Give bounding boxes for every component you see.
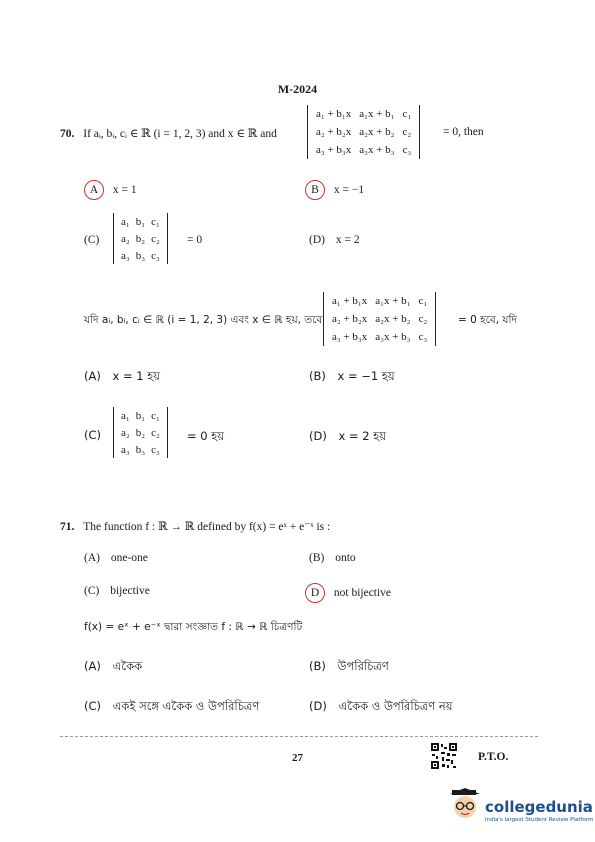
q71-bn-option-a-text: একৈক [112, 659, 143, 673]
det-c-bn-row [118, 407, 163, 424]
det-main-bn-cell: c₃ [418, 331, 428, 343]
det-c-en-cell: a₂ [121, 232, 130, 245]
answer-circle-a: A [84, 180, 104, 200]
det-c-en-cell: c₂ [151, 232, 160, 245]
pto-label: P.T.O. [478, 751, 509, 763]
det-main-bn-cell: c₁ [418, 295, 428, 307]
q71-bn-option-b-label: (B) [309, 659, 326, 673]
q71-option-a-text: one-one [110, 552, 148, 564]
q71-option-b-label: (B) [309, 552, 325, 564]
q70-bn-option-d[interactable] [309, 428, 386, 447]
det-c-en-cell: c₁ [151, 215, 160, 228]
det-main-en-row [312, 141, 415, 159]
q70-bn-option-b[interactable] [309, 368, 395, 387]
qr-code-icon [430, 742, 458, 770]
det-main-bn-row [328, 328, 431, 346]
q70-bn-option-b-text: x = −1 হয় [337, 369, 395, 383]
q70-bn-option-d-label: (D) [309, 429, 327, 443]
det-main-en-row [312, 105, 415, 123]
q70-option-d-text: x = 2 [335, 234, 360, 246]
brand-name: collegedunia [485, 798, 593, 816]
det-main-bn-cell: a₁x + b₁ [375, 295, 411, 307]
q71-bn-option-d[interactable] [309, 698, 453, 717]
q70-bn-option-c-label: (C) [84, 428, 102, 442]
q70-determinant-en [307, 105, 420, 159]
q70-stem-en-tail: = 0, then [443, 126, 484, 138]
answer-circle-b: B [305, 180, 325, 200]
footer-divider [60, 736, 538, 737]
det-main-bn-cell: a₂ + b₂x [332, 313, 368, 325]
q71-bn-option-d-label: (D) [309, 699, 327, 713]
det-main-en-cell: c₁ [402, 108, 412, 120]
det-c-bn-cell: a₂ [121, 426, 130, 439]
det-main-en-cell: c₂ [402, 126, 412, 138]
q70-stem-bn-tail: = 0 হবে, যদি [458, 314, 517, 326]
q71-option-a-label: (A) [84, 552, 100, 564]
det-main-bn-cell: a₃x + b₃ [375, 331, 411, 343]
det-main-bn-cell: c₂ [418, 313, 428, 325]
q71-bn-option-a[interactable] [84, 658, 142, 677]
q70-option-c-tail: = 0 [187, 234, 203, 246]
q70-bn-option-a[interactable] [84, 368, 160, 387]
det-c-bn-cell: c₂ [151, 426, 160, 439]
q71-bn-option-c[interactable] [84, 698, 259, 717]
det-c-en-cell: c₃ [151, 249, 160, 262]
q71-stem-bn: f(x) = eˣ + e⁻ˣ দ্বারা সংজ্ঞাত f : ℝ → ℝ চিত্রণটি [84, 621, 303, 633]
det-c-bn-cell: b₂ [135, 426, 146, 439]
q71-stem-en-text: The function f : ℝ → ℝ defined by f(x) = eˣ + e⁻ˣ is : [83, 521, 331, 533]
q71-bn-option-c-label: (C) [84, 699, 102, 713]
q71-option-b[interactable] [309, 552, 356, 564]
det-main-en-cell: a₁ + b₁x [316, 108, 352, 120]
det-c-bn-cell: a₃ [121, 443, 130, 456]
det-main-en-cell: a₂x + b₂ [359, 126, 395, 138]
q71-bn-option-c-text: একই সঙ্গে একৈক ও উপরিচিত্রণ [112, 699, 260, 713]
q70-option-a-text: x = 1 [112, 184, 137, 196]
q70-number: 70. [60, 128, 75, 140]
det-main-en-row [312, 123, 415, 141]
q71-option-c-text: bijective [110, 585, 150, 597]
det-c-en-row [118, 213, 163, 230]
exam-code: M-2024 [277, 82, 318, 96]
q70-stem-bn: যদি aᵢ, bᵢ, cᵢ ∈ ℝ (i = 1, 2, 3) এবং x ∈ ℝ হয়, তবে [84, 314, 323, 326]
q71-bn-option-b-text: উপরিচিত্রণ [337, 659, 389, 673]
det-c-bn-cell: c₁ [151, 409, 160, 422]
q70-option-d[interactable] [309, 234, 360, 246]
det-main-en-cell: a₃x + b₃ [359, 144, 395, 156]
q70-bn-option-c[interactable] [84, 428, 101, 442]
det-c-bn-row [118, 424, 163, 441]
det-c-en-cell: b₂ [135, 232, 146, 245]
q70-option-c-label: (C) [84, 234, 100, 246]
q70-bn-option-c-determinant [113, 407, 168, 458]
q71-bn-option-d-text: একৈক ও উপরিচিত্রণ নয় [338, 699, 453, 713]
q70-option-c-determinant [113, 213, 168, 264]
answer-circle-d: D [305, 583, 325, 603]
q71-stem-en [60, 519, 330, 533]
det-main-bn-cell: a₁ + b₁x [332, 295, 368, 307]
q71-option-b-text: onto [335, 552, 356, 564]
det-c-en-cell: a₁ [121, 215, 130, 228]
det-c-en-row [118, 247, 163, 264]
det-main-bn-cell: a₂x + b₂ [375, 313, 411, 325]
det-c-en-cell: b₃ [135, 249, 146, 262]
brand-tagline: India's largest Student Review Platform [485, 817, 594, 823]
q71-bn-option-b[interactable] [309, 658, 389, 677]
q70-option-d-label: (D) [309, 234, 325, 246]
q70-option-b-text: x = −1 [333, 184, 365, 196]
det-c-en-cell: b₁ [135, 215, 146, 228]
q70-bn-option-d-text: x = 2 হয় [338, 429, 387, 443]
det-main-en-cell: a₂ + b₂x [316, 126, 352, 138]
det-c-en-cell: a₃ [121, 249, 130, 262]
det-c-bn-cell: c₃ [151, 443, 160, 456]
q71-option-c[interactable] [84, 585, 150, 597]
q71-option-d-text: not bijective [333, 587, 392, 599]
q70-option-b[interactable] [305, 180, 364, 200]
q71-option-d[interactable] [305, 583, 391, 603]
det-main-bn-row [328, 292, 431, 310]
q71-bn-option-a-label: (A) [84, 659, 101, 673]
det-c-bn-cell: a₁ [121, 409, 130, 422]
q70-stem-en-text: If aᵢ, bᵢ, cᵢ ∈ ℝ (i = 1, 2, 3) and x ∈ ℝ and [83, 128, 277, 140]
q70-determinant-bn [323, 292, 436, 346]
q70-bn-option-b-label: (B) [309, 369, 326, 383]
det-main-en-cell: a₁x + b₁ [359, 108, 395, 120]
det-main-bn-cell: a₃ + b₃x [332, 331, 368, 343]
brand-watermark [485, 798, 593, 823]
det-c-en-row [118, 230, 163, 247]
q70-bn-option-a-text: x = 1 হয় [112, 369, 161, 383]
det-main-en-cell: a₃ + b₃x [316, 144, 352, 156]
det-c-bn-cell: b₁ [135, 409, 146, 422]
page-number: 27 [292, 752, 303, 764]
q71-option-c-label: (C) [84, 585, 100, 597]
q70-option-a[interactable] [84, 180, 137, 200]
det-main-bn-row [328, 310, 431, 328]
q71-option-a[interactable] [84, 552, 148, 564]
det-c-bn-row [118, 441, 163, 458]
q70-bn-option-c-tail: = 0 হয় [187, 429, 225, 443]
q70-bn-option-a-label: (A) [84, 369, 101, 383]
q70-option-c[interactable] [84, 234, 99, 246]
q71-number: 71. [60, 521, 75, 533]
det-c-bn-cell: b₃ [135, 443, 146, 456]
q70-stem-en [60, 126, 277, 140]
collegedunia-mascot-icon [448, 788, 482, 822]
det-main-en-cell: c₃ [402, 144, 412, 156]
